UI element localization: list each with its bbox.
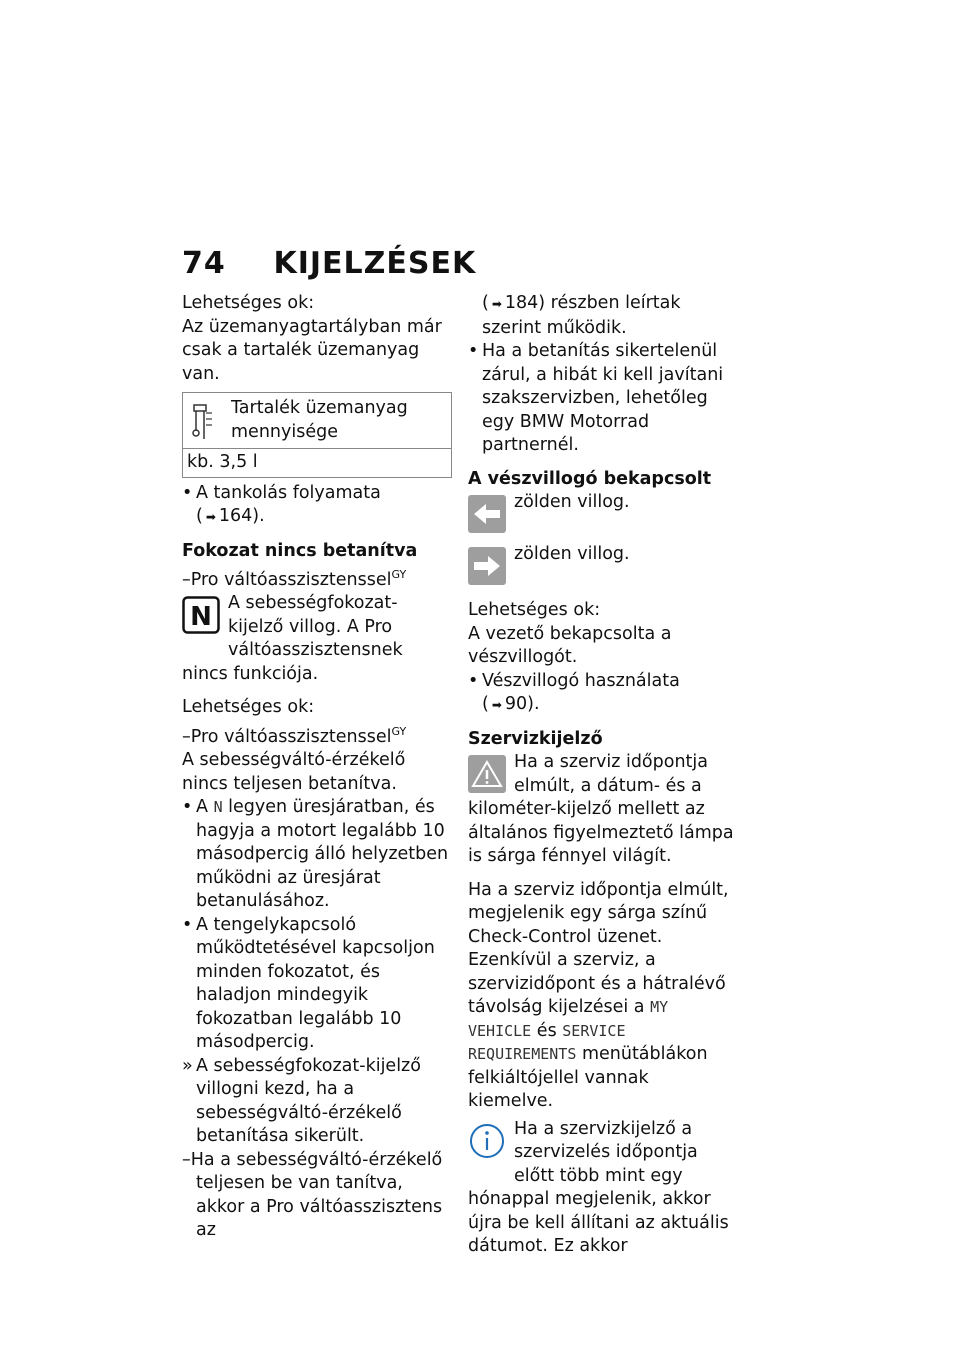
- warning-triangle-icon: [468, 755, 506, 793]
- left-column: [182, 292, 452, 1243]
- service-paragraph: Ha a szerviz időpontja elmúlt, megjelenik egy sárga színű Check-Control üzenet. Ezenkívül a szerviz, a szervizidőpont és a hátralévő távolság kijelzései a MY VEHICLE és SERVICE REQUIREMENTS menütáblákon felkiáltójellel vannak kiemelve.: [468, 879, 729, 1111]
- heading-hazard: A vészvillogó bekapcsolt: [468, 468, 712, 489]
- hazard-bullet: • Vészvillogó használata ( ➡ 90).: [468, 670, 738, 718]
- table-value: kb. 3,5 l: [187, 452, 258, 472]
- page-ref-arrow-icon: ➡: [491, 698, 502, 712]
- heading-gear: Fokozat nincs betanítva: [182, 540, 418, 561]
- service-text: Ha a szerviz időpontja elmúlt, a dátum- és a kilométer-kijelző mellett az általános figyelmeztető lámpa is sárga fénnyel világít.: [468, 752, 734, 866]
- continued-text: ( ➡ 184) részben leírtak szerint működik.: [482, 293, 681, 338]
- pro-line-2: –Pro váltóasszisztenssel$^{GY}$: [182, 724, 407, 747]
- neutral-bullet: • A N legyen üresjáratban, és hagyja a motort legalább 10 másodpercig álló helyzetben működni az üresjárat betanulásához.: [182, 796, 452, 914]
- heading-service: Szervizkijelző: [468, 728, 603, 749]
- cause-text-3: A vezető bekapcsolta a vészvillogót.: [468, 623, 672, 667]
- cause-label-3: Lehetséges ok:: [468, 600, 601, 620]
- page-ref-arrow-icon: ➡: [205, 510, 216, 524]
- left-indicator-text: zölden villog.: [514, 492, 630, 512]
- svg-text:N: N: [190, 602, 212, 633]
- right-indicator-text: zölden villog.: [514, 544, 630, 564]
- reserve-fuel-table: [182, 392, 452, 478]
- left-indicator-icon: [468, 495, 506, 533]
- cause-text: Az üzemanyagtartályban már csak a tartalék üzemanyag van.: [182, 316, 442, 384]
- info-icon: [468, 1122, 506, 1168]
- gear-text-b: A Pro váltóasszisztensnek nincs funkciója.: [182, 616, 403, 684]
- right-column: [468, 292, 738, 1259]
- pro-line: –Pro váltóasszisztenssel$^{GY}$: [182, 568, 407, 590]
- table-header: Tartalék üzemanyag mennyisége: [231, 398, 408, 442]
- cause-label-2: Lehetséges ok:: [182, 697, 315, 718]
- info-text: Ha a szervizkijelző a szervizelés időpontja előtt több mint egy hónappal megjelenik, akkor újra be kell állítani az aktuális dátumot. Ez akkor: [468, 1118, 729, 1256]
- clutch-bullet: • A tengelykapcsoló működtetésével kapcsoljon minden fokozatot, és haladjon mindegyik fokozatban legalább 10 másodpercig.: [182, 914, 452, 1055]
- refuel-bullet: • A tankolás folyamata ( ➡ 164).: [182, 482, 452, 530]
- right-indicator-icon: [468, 547, 506, 585]
- fuel-measure-icon: [183, 397, 223, 444]
- page-title: KIJELZÉSEK: [273, 246, 477, 281]
- page-number: 74: [182, 246, 226, 281]
- gear-text-a: A sebességfokozat-kijelző villog.: [228, 593, 398, 637]
- dash-line: –Ha a sebességváltó-érzékelő teljesen be van tanítva, akkor a Pro váltóasszisztens az: [182, 1149, 443, 1241]
- result-line: » A sebességfokozat-kijelző villogni kezd, ha a sebességváltó-érzékelő betanítása sikerült.: [182, 1055, 452, 1149]
- gear-n-icon: [182, 596, 220, 642]
- cause-label: Lehetséges ok:: [182, 293, 315, 313]
- page-header: [182, 246, 476, 281]
- page-ref-arrow-icon: ➡: [491, 297, 502, 311]
- fail-bullet: • Ha a betanítás sikertelenül zárul, a hibát ki kell javítani szakszervizben, lehetőleg egy BMW Motorrad partnernél.: [468, 340, 738, 458]
- cause-text-2: A sebességváltó-érzékelő nincs teljesen betanítva.: [182, 750, 406, 794]
